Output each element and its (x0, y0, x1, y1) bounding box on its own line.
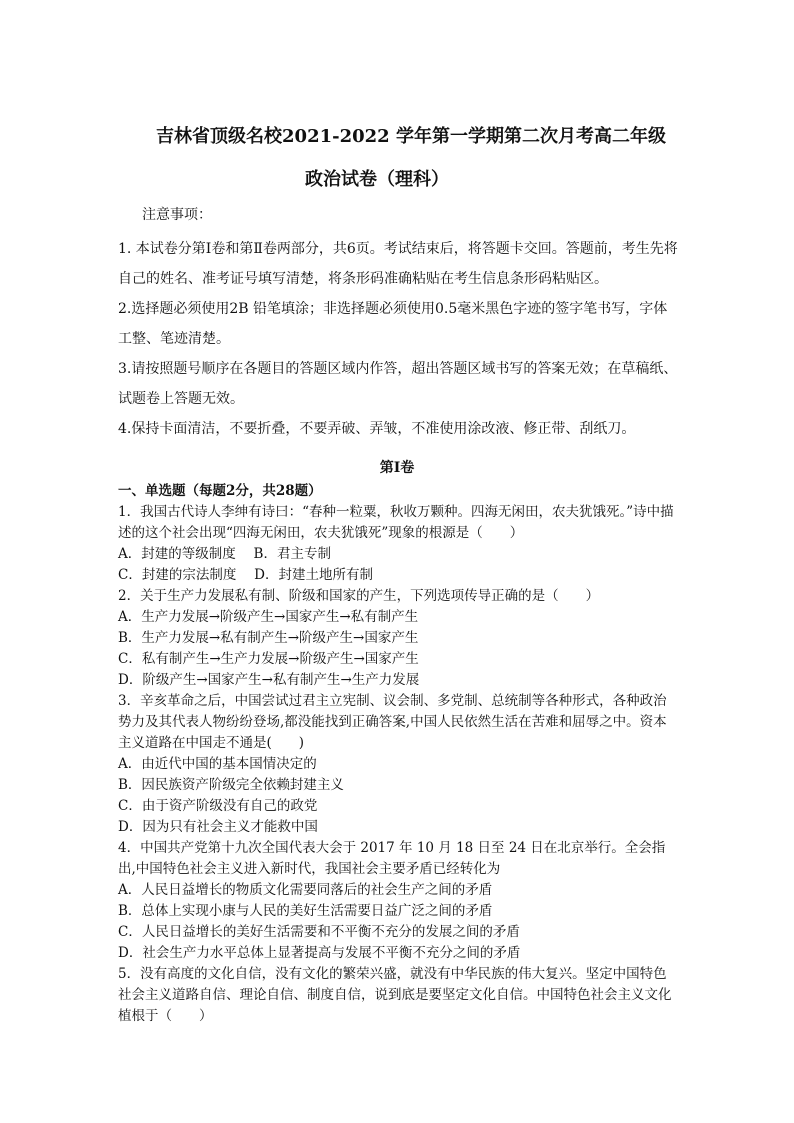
question-3-option-d: D．因为只有社会主义才能救中国 (118, 819, 318, 835)
notice-item-4: 4.保持卡面清洁，不要折叠，不要弄破、弄皱，不准使用涂改液、修正带、刮纸刀。 (118, 421, 636, 437)
question-3-stem: 3．辛亥革命之后，中国尝试过君主立宪制、议会制、多党制、总统制等各种形式，各种政治势力及其代表人物纷纷登场,都没能找到正确答案,中国人民依然生活在苦难和屈辱之中。资本主义道路在中国走不通是( ) (118, 693, 667, 751)
question-1-option-cd: C．封建的宗法制度 D．封建土地所有制 (118, 567, 373, 583)
question-4-option-a: A．人民日益增长的物质文化需要同落后的社会生产之间的矛盾 (118, 882, 493, 898)
question-4-stem: 4．中国共产党第十九次全国代表大会于 2017 年 10 月 18 日至 24 日在北京举行。全会指出,中国特色社会主义进入新时代，我国社会主要矛盾已经转化为 (118, 840, 666, 877)
question-2-option-a: A．生产力发展→阶级产生→国家产生→私有制产生 (118, 609, 419, 625)
question-4-option-c: C．人民日益增长的美好生活需要和不平衡不充分的发展之间的矛盾 (118, 924, 520, 940)
question-1-stem: 1．我国古代诗人李绅有诗曰：“春种一粒粟，秋收万颗种。四海无闲田，农夫犹饿死。”诗中描述的这个社会出现“四海无闲田，农夫犹饿死”现象的根源是（ ） (118, 504, 674, 541)
notice-list (118, 234, 678, 444)
question-1-option-ab: A．封建的等级制度 B．君主专制 (118, 546, 331, 562)
question-3-option-c: C．由于资产阶级没有自己的政党 (118, 798, 318, 814)
notice-item-1: 1. 本试卷分第Ⅰ卷和第Ⅱ卷两部分，共6页。考试结束后，将答题卡交回。答题前，考生先将自己的姓名、准考证号填写清楚，将条形码准确粘贴在考生信息条形码粘贴区。 (118, 241, 678, 287)
question-3-option-a: A．由近代中国的基本国情决定的 (118, 756, 317, 772)
question-5-stem: 5．没有高度的文化自信，没有文化的繁荣兴盛，就没有中华民族的伟大复兴。坚定中国特色社会主义道路自信、理论自信、制度自信，说到底是要坚定文化自信。中国特色社会主义文化植根于（ ） (118, 966, 672, 1024)
question-2-stem: 2．关于生产力发展私有制、阶级和国家的产生，下列选项传导正确的是（ ） (118, 588, 600, 604)
question-2-option-b: B．生产力发展→私有制产生→阶级产生→国家产生 (118, 630, 419, 646)
part-heading: 一、单选题（每题2分，共28题） (118, 483, 322, 499)
document-title: 吉林省顶级名校2021-2022 学年第一学期第二次月考高二年级 (156, 126, 666, 147)
notice-item-3: 3.请按照题号顺序在各题目的答题区域内作答，超出答题区域书写的答案无效；在草稿纸、试题卷上答题无效。 (118, 361, 678, 407)
document-subtitle: 政治试卷（理科） (305, 169, 449, 190)
question-4-option-b: B．总体上实现小康与人民的美好生活需要日益广泛之间的矛盾 (118, 903, 493, 919)
question-4-option-d: D．社会生产力水平总体上显著提高与发展不平衡不充分之间的矛盾 (118, 945, 521, 961)
question-2-option-c: C．私有制产生→生产力发展→阶级产生→国家产生 (118, 651, 419, 667)
question-2-option-d: D．阶级产生→国家产生→私有制产生→生产力发展 (118, 672, 420, 688)
notice-heading: 注意事项： (142, 207, 212, 223)
question-list (118, 481, 678, 1027)
section-title: 第Ⅰ卷 (379, 460, 415, 476)
notice-item-2: 2.选择题必须使用2B 铅笔填涂；非选择题必须使用0.5毫米黑色字迹的签字笔书写，字体工整、笔迹清楚。 (118, 301, 668, 347)
question-3-option-b: B．因民族资产阶级完全依赖封建主义 (118, 777, 344, 793)
